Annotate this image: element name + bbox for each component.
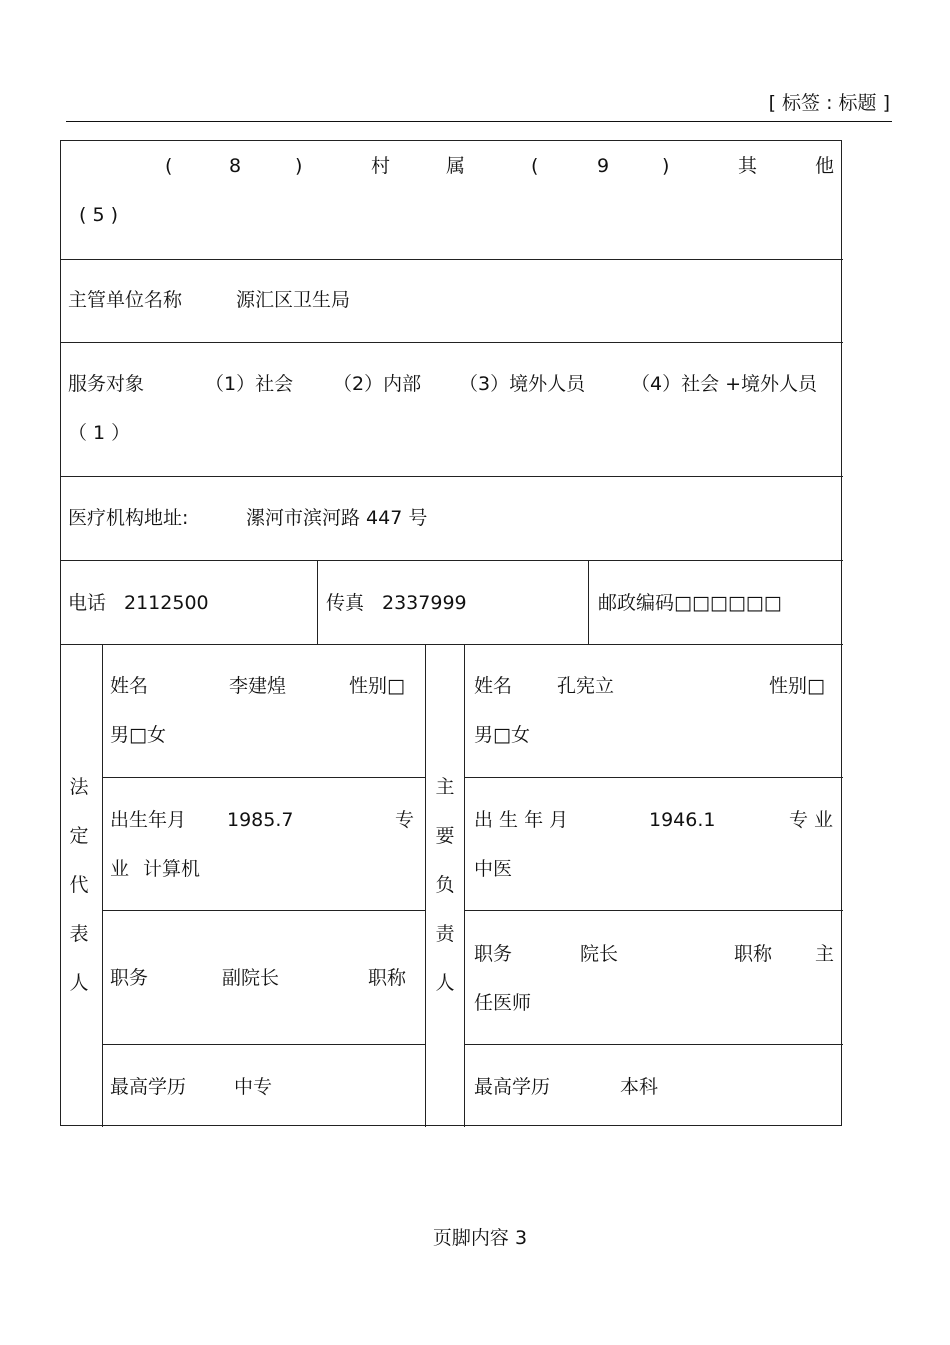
principal-gender-label: 性别□ [769,675,825,697]
legal-birth-label: 出生年月 [110,809,187,831]
service-label: 服务对象 [68,373,145,395]
legal-major-value: 计算机 [143,858,201,880]
type-item: 村 [371,155,391,177]
legal-major-label: 业 [110,858,130,880]
type-item: ( [531,155,539,177]
principal-name-label: 姓名 [474,675,513,697]
legal-title-label: 职称 [368,967,407,989]
legal-gender-label: 性别□ [349,675,405,697]
legal-position-label: 职务 [110,967,149,989]
row-divider [102,910,426,911]
legal-birth-value: 1985.7 [227,809,294,831]
phone-value: 2112500 [124,592,209,614]
principal-position-value: 院长 [580,943,619,965]
principal-title-value: 主 [815,943,835,965]
address-label: 医疗机构地址: [68,507,189,529]
principal-heading: 主 要 负 责 人 [435,776,455,994]
type-item: ) [295,155,303,177]
principal-name-value: 孔宪立 [557,675,615,697]
type-item: 他 [815,155,835,177]
service-value: （ 1 ） [68,422,131,444]
header-divider [66,121,892,122]
principal-title-label: 职称 [734,943,773,965]
registration-form-table [60,140,842,1126]
principal-education-value: 本科 [620,1076,659,1098]
page-footer: 页脚内容 3 [432,1227,528,1249]
principal-position-label: 职务 [474,943,513,965]
type-item: 9 [597,155,610,177]
row-divider [61,342,843,343]
column-divider [588,560,589,644]
phone-label: 电话 [68,592,107,614]
type-item: 属 [446,155,466,177]
principal-gender-options: 男□女 [474,724,530,746]
supervisor-label: 主管单位名称 [68,289,183,311]
type-value: ( 5 ) [79,204,118,226]
service-option: （1）社会 [205,373,294,395]
supervisor-value: 源汇区卫生局 [236,289,351,311]
row-divider [102,1044,426,1045]
header-label: [ 标签 : 标题 ] [768,92,890,114]
legal-name-label: 姓名 [110,675,149,697]
service-option: （2）内部 [333,373,422,395]
service-option: （3）境外人员 [459,373,586,395]
row-divider [102,777,426,778]
legal-gender-options: 男□女 [110,724,166,746]
principal-birth-value: 1946.1 [649,809,716,831]
row-divider [465,910,843,911]
row-divider [61,259,843,260]
principal-major-label: 专 业 [789,809,834,831]
type-item: 8 [229,155,242,177]
principal-major-value: 中医 [474,858,513,880]
row-divider [61,644,843,645]
column-divider [464,644,465,1127]
service-option: （4）社会 +境外人员 [631,373,818,395]
principal-education-label: 最高学历 [474,1076,551,1098]
column-divider [425,644,426,1127]
column-divider [317,560,318,644]
type-item: 其 [738,155,758,177]
legal-representative-heading: 法 定 代 表 人 [69,776,89,994]
type-item: ( [165,155,173,177]
legal-position-value: 副院长 [222,967,280,989]
row-divider [465,777,843,778]
legal-major-label: 专 [395,809,415,831]
legal-education-label: 最高学历 [110,1076,187,1098]
row-divider [61,476,843,477]
postal-code-label: 邮政编码□□□□□□ [598,592,782,614]
row-divider [465,1044,843,1045]
principal-birth-label: 出 生 年 月 [474,809,569,831]
principal-title-value: 任医师 [474,992,532,1014]
type-item: ) [662,155,670,177]
column-divider [102,644,103,1127]
address-value: 漯河市滨河路 447 号 [246,507,428,529]
fax-value: 2337999 [382,592,467,614]
legal-name-value: 李建煌 [229,675,287,697]
fax-label: 传真 [326,592,365,614]
row-divider [61,560,843,561]
legal-education-value: 中专 [234,1076,273,1098]
